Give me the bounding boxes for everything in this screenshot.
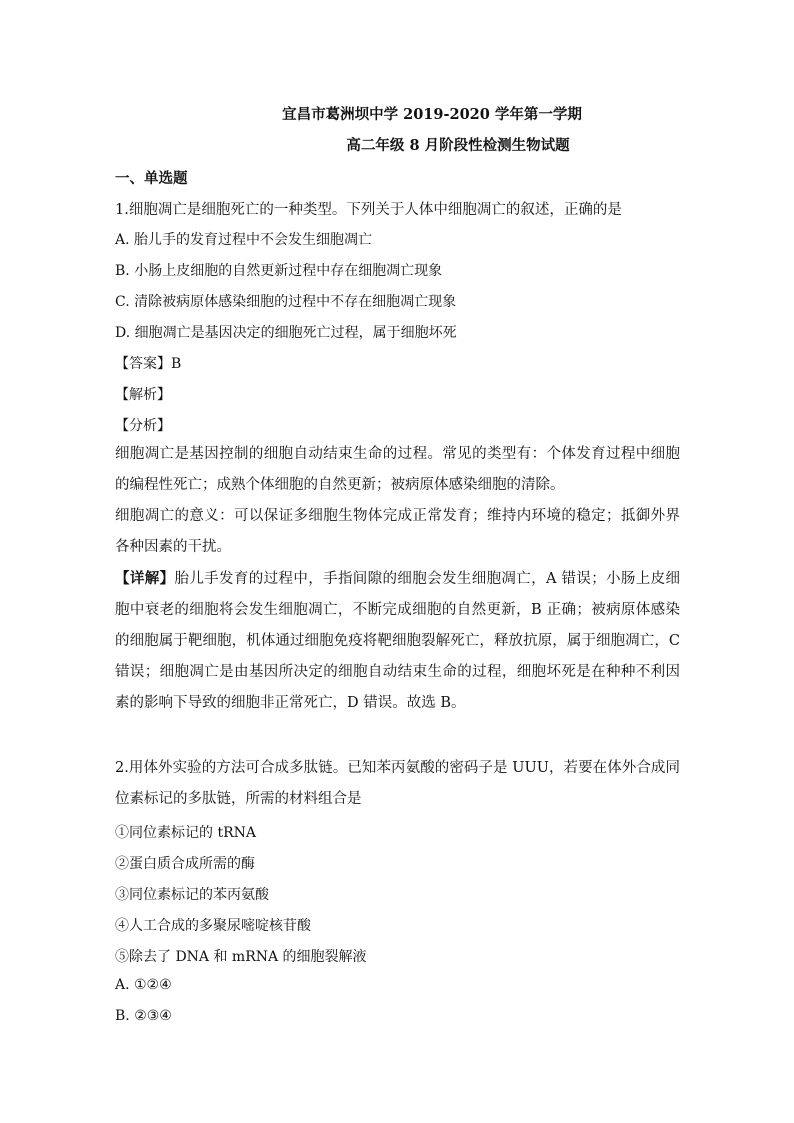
q1-option-a: A. 胎儿手的发育过程中不会发生细胞凋亡 bbox=[115, 232, 373, 248]
q1-fenxi-label: 【分析】 bbox=[115, 418, 171, 434]
q2-item-3: ③同位素标记的苯丙氨酸 bbox=[115, 887, 269, 903]
q2-item-1: ①同位素标记的 tRNA bbox=[115, 825, 256, 841]
q2-item-5: ⑤除去了 DNA 和 mRNA 的细胞裂解液 bbox=[115, 949, 367, 965]
q2-option-a: A. ①②④ bbox=[115, 977, 172, 993]
section-heading: 一、单选题 bbox=[115, 170, 188, 187]
q2-stem: 2.用体外实验的方法可合成多肽链。已知苯丙氨酸的密码子是 UUU，若要在体外合成同位素标记的多肽链，所需的材料组合是 bbox=[115, 760, 680, 807]
q2-item-4: ④人工合成的多聚尿嘧啶核苷酸 bbox=[115, 918, 311, 934]
q1-detail-text: 胎儿手发育的过程中，手指间隙的细胞会发生细胞凋亡，A 错误；小肠上皮细胞中衰老的细胞将会发生细胞凋亡，不断完成细胞的自然更新，B 正确；被病原体感染的细胞属于靶细胞，机体通过细胞免疫将靶细胞裂解死亡，释放抗原，属于细胞凋亡，C 错误；细胞凋亡是由基因所决定的细胞自动结束生命的过程，细胞坏死是在种种不利因素的影响下导致的细胞非正常死亡，D 错误。故选 B。 bbox=[115, 571, 681, 711]
q1-detail bbox=[115, 563, 680, 719]
q1-analysis-label: 【解析】 bbox=[115, 387, 171, 403]
document-subtitle: 高二年级 8 月阶段性检测生物试题 bbox=[346, 137, 570, 154]
q1-option-d: D. 细胞凋亡是基因决定的细胞死亡过程，属于细胞坏死 bbox=[115, 325, 457, 341]
q1-fenxi-text-1: 细胞凋亡是基因控制的细胞自动结束生命的过程。常见的类型有：个体发育过程中细胞的编程性死亡；成熟个体细胞的自然更新；被病原体感染细胞的清除。 bbox=[115, 446, 680, 493]
document-title: 宜昌市葛洲坝中学 2019-2020 学年第一学期 bbox=[282, 106, 582, 123]
q1-stem: 1.细胞凋亡是细胞死亡的一种类型。下列关于人体中细胞凋亡的叙述，正确的是 bbox=[115, 202, 622, 218]
q2-item-2: ②蛋白质合成所需的酶 bbox=[115, 856, 255, 872]
q1-option-c: C. 清除被病原体感染细胞的过程中不存在细胞凋亡现象 bbox=[115, 294, 457, 310]
q1-fenxi-text-2: 细胞凋亡的意义：可以保证多细胞生物体完成正常发育；维持内环境的稳定；抵御外界各种因素的干扰。 bbox=[115, 508, 680, 555]
q2-option-b: B. ②③④ bbox=[115, 1008, 172, 1024]
q1-option-b: B. 小肠上皮细胞的自然更新过程中存在细胞凋亡现象 bbox=[115, 263, 443, 279]
q1-detail-label: 【详解】 bbox=[115, 570, 175, 587]
q1-answer: 【答案】B bbox=[115, 356, 182, 372]
